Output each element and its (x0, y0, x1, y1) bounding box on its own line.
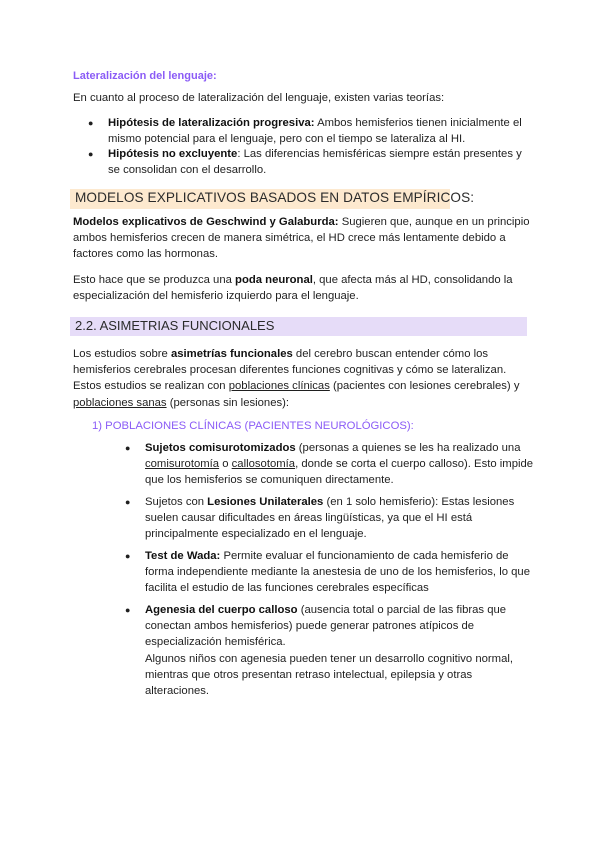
intro-paragraph: En cuanto al proceso de lateralización del lenguaje, existen varias teorías: (73, 92, 445, 104)
poda-paragraph: Esto hace que se produzca una poda neuronal, que afecta más al HD, consolidando la especialización del hemisferio izquierdo para el lenguaje. (73, 274, 513, 303)
section-title: Lateralización del lenguaje: (73, 70, 217, 82)
models-heading: MODELOS EXPLICATIVOS BASADOS EN DATOS EMPÍRICOS: (75, 190, 475, 205)
bullet-dot-icon: ● (88, 118, 94, 128)
bullet-dot-icon: ● (125, 551, 131, 561)
bullet-dot-icon: ● (88, 149, 94, 159)
bullet-corpus-callosum-agenesis: ● Agenesia del cuerpo calloso (ausencia total o parcial de las fibras que conectan ambos hemisferios) puede generar patrones atípicos de especialización hemisférica. Algunos niños con agenesia pueden tener un desarrollo cognitivo normal, mientras que otros presentan retraso intelectual, epilepsia y otras alteraciones. (125, 604, 514, 698)
bullet-dot-icon: ● (125, 605, 131, 615)
bullet-wada-test: ● Test de Wada: Permite evaluar el funcionamiento de cada hemisferio de forma independiente mediante la anestesia de uno de los hemisferios, lo que facilita el estudio de las funciones cerebrales específicas (125, 550, 530, 595)
clinical-heading: 1) POBLACIONES CLÍNICAS (PACIENTES NEUROLÓGICOS): (92, 420, 414, 432)
asym-heading: 2.2. ASIMETRIAS FUNCIONALES (75, 318, 275, 333)
bullet-hypothesis-progressive: ● Hipótesis de lateralización progresiva: Ambos hemisferios tienen inicialmente el mismo potencial para el lenguaje, pero con el tiempo se lateraliza al HI. (88, 117, 522, 146)
bullet-commissurotomized: ● Sujetos comisurotomizados (personas a quienes se les ha realizado una comisurotomía o callosotomía, donde se corta el cuerpo calloso). Esto impide que los hemisferios se comuniquen directamente. (125, 442, 534, 487)
bullet-hypothesis-non-exclusive: ● Hipótesis no excluyente: Las diferencias hemisféricas siempre están presentes y se consolidan con el desarrollo. (88, 148, 522, 177)
bullet-dot-icon: ● (125, 497, 131, 507)
models-paragraph: Modelos explicativos de Geschwind y Galaburda: Sugieren que, aunque en un principio ambos hemisferios crecen de manera simétrica, el HD crece más lentamente debido a factores como las hormonas. (73, 216, 530, 261)
asym-paragraph: Los estudios sobre asimetrías funcionales del cerebro buscan entender cómo los hemisferios cerebrales procesan diferentes funciones cognitivas y cómo se lateralizan. Estos estudios se realizan con poblaciones clínicas (pacientes con lesiones cerebrales) y poblaciones sanas (personas sin lesiones): (73, 348, 520, 409)
bullet-dot-icon: ● (125, 443, 131, 453)
bullet-unilateral-lesions: ● Sujetos con Lesiones Unilaterales (en 1 solo hemisferio): Estas lesiones suelen causar dificultades en áreas lingüísticas, ya que el HI está principalmente especializado en el lenguaje. (125, 496, 515, 541)
